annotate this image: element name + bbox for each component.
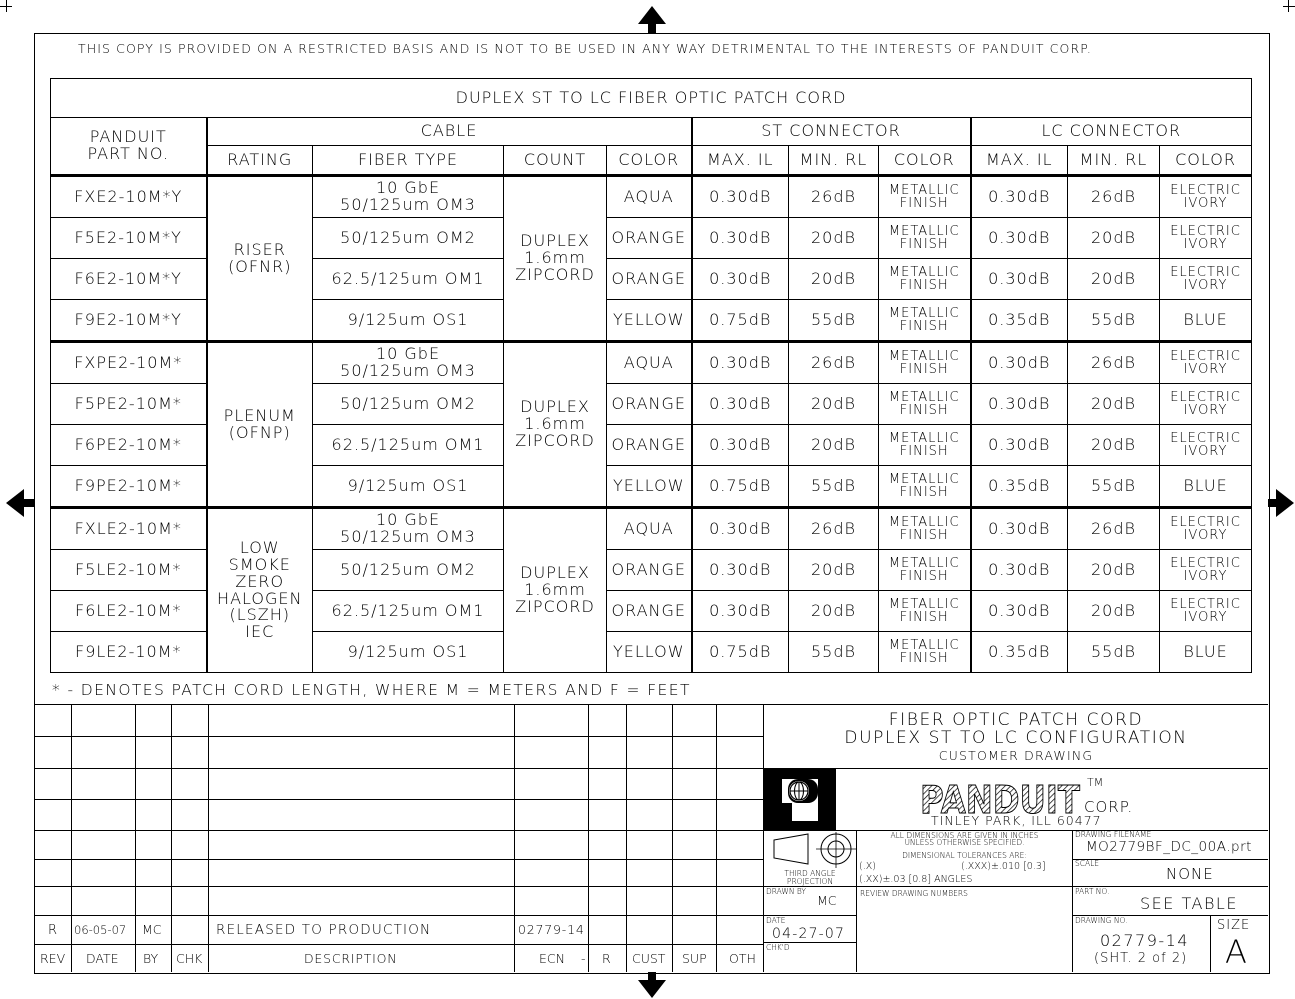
- cable-color-cell: YELLOW: [607, 300, 692, 342]
- title-line-1: FIBER OPTIC PATCH CORD: [888, 710, 1144, 730]
- fiber-type-cell: 9/125um OS1: [313, 466, 504, 508]
- table-row: [51, 508, 1252, 550]
- tol-xx: (.XX)±.03 [0.8] ANGLES: [859, 874, 973, 885]
- cable-color-cell: ORANGE: [607, 550, 692, 591]
- cable-color-cell: YELLOW: [607, 632, 692, 673]
- lc-min-rl-cell: 20dB: [1068, 218, 1160, 259]
- st-color-cell: METALLIC FINISH: [879, 342, 971, 384]
- part-number-cell: F9PE2-10M*: [51, 466, 207, 508]
- fiber-type-cell: 62.5/125um OM1: [313, 591, 504, 632]
- footnote: * - DENOTES PATCH CORD LENGTH, WHERE M = METERS AND F = FEET: [52, 681, 691, 699]
- part-number-cell: F9E2-10M*Y: [51, 300, 207, 342]
- drawing-no-label: DRAWING NO.: [1075, 916, 1128, 925]
- svg-text:PANDUIT: PANDUIT: [920, 780, 1081, 816]
- st-max-il-cell: 0.30dB: [692, 591, 789, 632]
- title-line-2: DUPLEX ST TO LC CONFIGURATION: [844, 728, 1188, 748]
- part-number-cell: FXLE2-10M*: [51, 508, 207, 550]
- st-max-il-cell: 0.30dB: [692, 218, 789, 259]
- hdr-chk: CHK: [176, 951, 203, 966]
- part-number-cell: F6LE2-10M*: [51, 591, 207, 632]
- cable-color-cell: AQUA: [607, 176, 692, 218]
- st-color-cell: METALLIC FINISH: [879, 176, 971, 218]
- fiber-type-cell: 9/125um OS1: [313, 300, 504, 342]
- st-min-rl-cell: 55dB: [789, 466, 879, 508]
- st-color-cell: METALLIC FINISH: [879, 384, 971, 425]
- col-lc-min-rl: MIN. RL: [1068, 146, 1160, 176]
- checked-label: CHK'D: [766, 943, 790, 952]
- cable-color-cell: ORANGE: [607, 591, 692, 632]
- rating-cell: PLENUM (OFNP): [207, 342, 313, 508]
- lc-min-rl-cell: 20dB: [1068, 259, 1160, 300]
- st-max-il-cell: 0.30dB: [692, 550, 789, 591]
- st-min-rl-cell: 55dB: [789, 300, 879, 342]
- part-no-label: PART NO.: [1075, 887, 1110, 896]
- col-color: COLOR: [607, 146, 692, 176]
- st-max-il-cell: 0.30dB: [692, 425, 789, 466]
- hdr-by: BY: [143, 951, 159, 966]
- hdr-ecn: ECN: [539, 951, 565, 966]
- tol-xxx: (.XXX)±.010 [0.3]: [961, 861, 1046, 872]
- hdr-cust: CUST: [632, 951, 666, 966]
- st-color-cell: METALLIC FINISH: [879, 425, 971, 466]
- cable-color-cell: ORANGE: [607, 384, 692, 425]
- revision-block: [34, 704, 764, 972]
- lc-color-cell: ELECTRIC IVORY: [1160, 342, 1252, 384]
- count-cell: DUPLEX 1.6mm ZIPCORD: [504, 508, 607, 673]
- st-max-il-cell: 0.30dB: [692, 176, 789, 218]
- st-max-il-cell: 0.30dB: [692, 508, 789, 550]
- st-min-rl-cell: 26dB: [789, 342, 879, 384]
- st-min-rl-cell: 20dB: [789, 218, 879, 259]
- st-min-rl-cell: 26dB: [789, 508, 879, 550]
- trademark: TM: [1087, 776, 1104, 789]
- drawn-by-label: DRAWN BY: [766, 887, 806, 896]
- part-no-header: PANDUIT PART NO.: [51, 118, 207, 176]
- projection-line-1: THIRD ANGLE: [784, 869, 836, 878]
- hdr-rev: REV: [40, 951, 66, 966]
- fiber-type-cell: 50/125um OM2: [313, 550, 504, 591]
- lc-min-rl-cell: 20dB: [1068, 550, 1160, 591]
- lc-min-rl-cell: 55dB: [1068, 466, 1160, 508]
- rating-cell: RISER (OFNR): [207, 176, 313, 342]
- st-min-rl-cell: 20dB: [789, 425, 879, 466]
- cable-header: CABLE: [207, 118, 692, 146]
- lc-color-cell: ELECTRIC IVORY: [1160, 218, 1252, 259]
- cable-color-cell: AQUA: [607, 508, 692, 550]
- lc-max-il-cell: 0.30dB: [971, 550, 1068, 591]
- st-color-cell: METALLIC FINISH: [879, 591, 971, 632]
- lc-max-il-cell: 0.30dB: [971, 508, 1068, 550]
- part-number-cell: FXPE2-10M*: [51, 342, 207, 384]
- rating-cell: LOW SMOKE ZERO HALOGEN (LSZH) IEC: [207, 508, 313, 673]
- fiber-type-cell: 62.5/125um OM1: [313, 425, 504, 466]
- lc-color-cell: ELECTRIC IVORY: [1160, 384, 1252, 425]
- dims-line-1: ALL DIMENSIONS ARE GIVEN IN INCHES: [890, 831, 1039, 840]
- st-max-il-cell: 0.30dB: [692, 342, 789, 384]
- rev-by: MC: [142, 922, 162, 937]
- st-color-cell: METALLIC FINISH: [879, 632, 971, 673]
- table-title: DUPLEX ST TO LC FIBER OPTIC PATCH CORD: [51, 79, 1252, 118]
- lc-max-il-cell: 0.35dB: [971, 466, 1068, 508]
- fiber-type-cell: 9/125um OS1: [313, 632, 504, 673]
- fiber-type-cell: 10 GbE 50/125um OM3: [313, 508, 504, 550]
- corp-label: CORP.: [1084, 798, 1134, 816]
- st-min-rl-cell: 20dB: [789, 591, 879, 632]
- fiber-type-cell: 10 GbE 50/125um OM3: [313, 176, 504, 218]
- dims-line-3: DIMENSIONAL TOLERANCES ARE:: [902, 851, 1027, 860]
- restriction-notice: THIS COPY IS PROVIDED ON A RESTRICTED BASIS AND IS NOT TO BE USED IN ANY WAY DETRIMENTAL TO THE INTERESTS OF PANDUIT CORP.: [78, 41, 1092, 56]
- hdr-dash: -: [581, 951, 586, 966]
- panduit-wordmark: [920, 780, 1084, 816]
- lc-connector-header: LC CONNECTOR: [971, 118, 1252, 146]
- col-st-color: COLOR: [879, 146, 971, 176]
- st-color-cell: METALLIC FINISH: [879, 259, 971, 300]
- lc-min-rl-cell: 20dB: [1068, 384, 1160, 425]
- lc-color-cell: ELECTRIC IVORY: [1160, 259, 1252, 300]
- lc-min-rl-cell: 20dB: [1068, 425, 1160, 466]
- third-angle-projection-icon: [768, 832, 856, 870]
- corner-mark: [0, 0, 14, 14]
- st-color-cell: METALLIC FINISH: [879, 218, 971, 259]
- fiber-type-cell: 50/125um OM2: [313, 218, 504, 259]
- cable-color-cell: ORANGE: [607, 218, 692, 259]
- st-color-cell: METALLIC FINISH: [879, 550, 971, 591]
- size-value: A: [1225, 933, 1247, 971]
- cable-color-cell: YELLOW: [607, 466, 692, 508]
- lc-max-il-cell: 0.30dB: [971, 176, 1068, 218]
- lc-color-cell: ELECTRIC IVORY: [1160, 550, 1252, 591]
- size-label: SIZE: [1217, 918, 1251, 933]
- st-max-il-cell: 0.75dB: [692, 466, 789, 508]
- lc-min-rl-cell: 26dB: [1068, 342, 1160, 384]
- hdr-sup: SUP: [682, 951, 707, 966]
- rev-description: RELEASED TO PRODUCTION: [216, 922, 432, 938]
- part-number-cell: F6E2-10M*Y: [51, 259, 207, 300]
- hdr-oth: OTH: [729, 951, 756, 966]
- lc-min-rl-cell: 55dB: [1068, 632, 1160, 673]
- lc-color-cell: ELECTRIC IVORY: [1160, 591, 1252, 632]
- drawing-filename: MO2779BF_DC_00A.prt: [1086, 839, 1252, 855]
- st-max-il-cell: 0.30dB: [692, 384, 789, 425]
- rev-date: 06-05-07: [74, 923, 127, 937]
- lc-color-cell: BLUE: [1160, 466, 1252, 508]
- st-color-cell: METALLIC FINISH: [879, 466, 971, 508]
- part-number-cell: F5LE2-10M*: [51, 550, 207, 591]
- review-label: REVIEW DRAWING NUMBERS: [860, 889, 968, 898]
- st-min-rl-cell: 20dB: [789, 550, 879, 591]
- lc-max-il-cell: 0.30dB: [971, 425, 1068, 466]
- patch-cord-table: [50, 78, 1252, 673]
- company-location: TINLEY PARK, ILL 60477: [931, 813, 1102, 828]
- dims-line-2: UNLESS OTHERWISE SPECIFIED.: [904, 838, 1025, 847]
- lc-color-cell: ELECTRIC IVORY: [1160, 508, 1252, 550]
- st-max-il-cell: 0.75dB: [692, 632, 789, 673]
- date-value: 04-27-07: [772, 926, 846, 942]
- col-fiber-type: FIBER TYPE: [313, 146, 504, 176]
- fiber-type-cell: 62.5/125um OM1: [313, 259, 504, 300]
- tol-x: (.X): [859, 861, 876, 872]
- lc-max-il-cell: 0.30dB: [971, 342, 1068, 384]
- arrow-up-icon: [636, 4, 668, 34]
- st-max-il-cell: 0.75dB: [692, 300, 789, 342]
- lc-max-il-cell: 0.30dB: [971, 384, 1068, 425]
- hdr-r: R: [602, 951, 611, 966]
- corner-mark: [1281, 0, 1295, 14]
- title-line-3: CUSTOMER DRAWING: [938, 748, 1094, 763]
- lc-max-il-cell: 0.35dB: [971, 632, 1068, 673]
- lc-max-il-cell: 0.30dB: [971, 259, 1068, 300]
- scale-label: SCALE: [1075, 859, 1100, 868]
- count-cell: DUPLEX 1.6mm ZIPCORD: [504, 176, 607, 342]
- arrow-left-icon: [4, 487, 34, 519]
- panduit-logo-mark: [764, 769, 835, 830]
- lc-min-rl-cell: 55dB: [1068, 300, 1160, 342]
- drawn-by-value: MC: [817, 893, 837, 908]
- cable-color-cell: ORANGE: [607, 425, 692, 466]
- st-min-rl-cell: 55dB: [789, 632, 879, 673]
- cable-color-cell: AQUA: [607, 342, 692, 384]
- st-min-rl-cell: 26dB: [789, 176, 879, 218]
- lc-color-cell: BLUE: [1160, 300, 1252, 342]
- lc-min-rl-cell: 20dB: [1068, 591, 1160, 632]
- date-label: DATE: [766, 916, 786, 925]
- count-cell: DUPLEX 1.6mm ZIPCORD: [504, 342, 607, 508]
- st-max-il-cell: 0.30dB: [692, 259, 789, 300]
- col-rating: RATING: [207, 146, 313, 176]
- sheet-value: (SHT. 2 of 2): [1094, 951, 1188, 966]
- hdr-description: DESCRIPTION: [304, 951, 398, 966]
- rev-value: R: [48, 923, 58, 938]
- title-block: [764, 704, 1268, 972]
- projection-line-2: PROJECTION: [786, 877, 834, 886]
- col-st-max-il: MAX. IL: [692, 146, 789, 176]
- hdr-date: DATE: [86, 951, 119, 966]
- arrow-right-icon: [1268, 487, 1295, 519]
- part-number-cell: F5PE2-10M*: [51, 384, 207, 425]
- st-connector-header: ST CONNECTOR: [692, 118, 971, 146]
- fiber-type-cell: 10 GbE 50/125um OM3: [313, 342, 504, 384]
- st-min-rl-cell: 20dB: [789, 384, 879, 425]
- col-st-min-rl: MIN. RL: [789, 146, 879, 176]
- table-row: [51, 176, 1252, 218]
- st-color-cell: METALLIC FINISH: [879, 300, 971, 342]
- rev-ecn: 02779-14: [518, 922, 585, 937]
- fiber-type-cell: 50/125um OM2: [313, 384, 504, 425]
- part-number-cell: F6PE2-10M*: [51, 425, 207, 466]
- lc-max-il-cell: 0.30dB: [971, 218, 1068, 259]
- lc-color-cell: BLUE: [1160, 632, 1252, 673]
- part-no-value: SEE TABLE: [1140, 894, 1238, 913]
- part-number-cell: F9LE2-10M*: [51, 632, 207, 673]
- col-lc-color: COLOR: [1160, 146, 1252, 176]
- col-lc-max-il: MAX. IL: [971, 146, 1068, 176]
- part-number-cell: FXE2-10M*Y: [51, 176, 207, 218]
- lc-max-il-cell: 0.30dB: [971, 591, 1068, 632]
- part-number-cell: F5E2-10M*Y: [51, 218, 207, 259]
- lc-color-cell: ELECTRIC IVORY: [1160, 176, 1252, 218]
- scale-value: NONE: [1166, 865, 1214, 883]
- lc-min-rl-cell: 26dB: [1068, 176, 1160, 218]
- cable-color-cell: ORANGE: [607, 259, 692, 300]
- arrow-down-icon: [636, 972, 668, 999]
- st-min-rl-cell: 20dB: [789, 259, 879, 300]
- filename-label: DRAWING FILENAME: [1075, 830, 1152, 839]
- drawing-no-value: 02779-14: [1100, 931, 1190, 950]
- st-color-cell: METALLIC FINISH: [879, 508, 971, 550]
- col-count: COUNT: [504, 146, 607, 176]
- lc-min-rl-cell: 26dB: [1068, 508, 1160, 550]
- table-row: [51, 342, 1252, 384]
- lc-color-cell: ELECTRIC IVORY: [1160, 425, 1252, 466]
- lc-max-il-cell: 0.35dB: [971, 300, 1068, 342]
